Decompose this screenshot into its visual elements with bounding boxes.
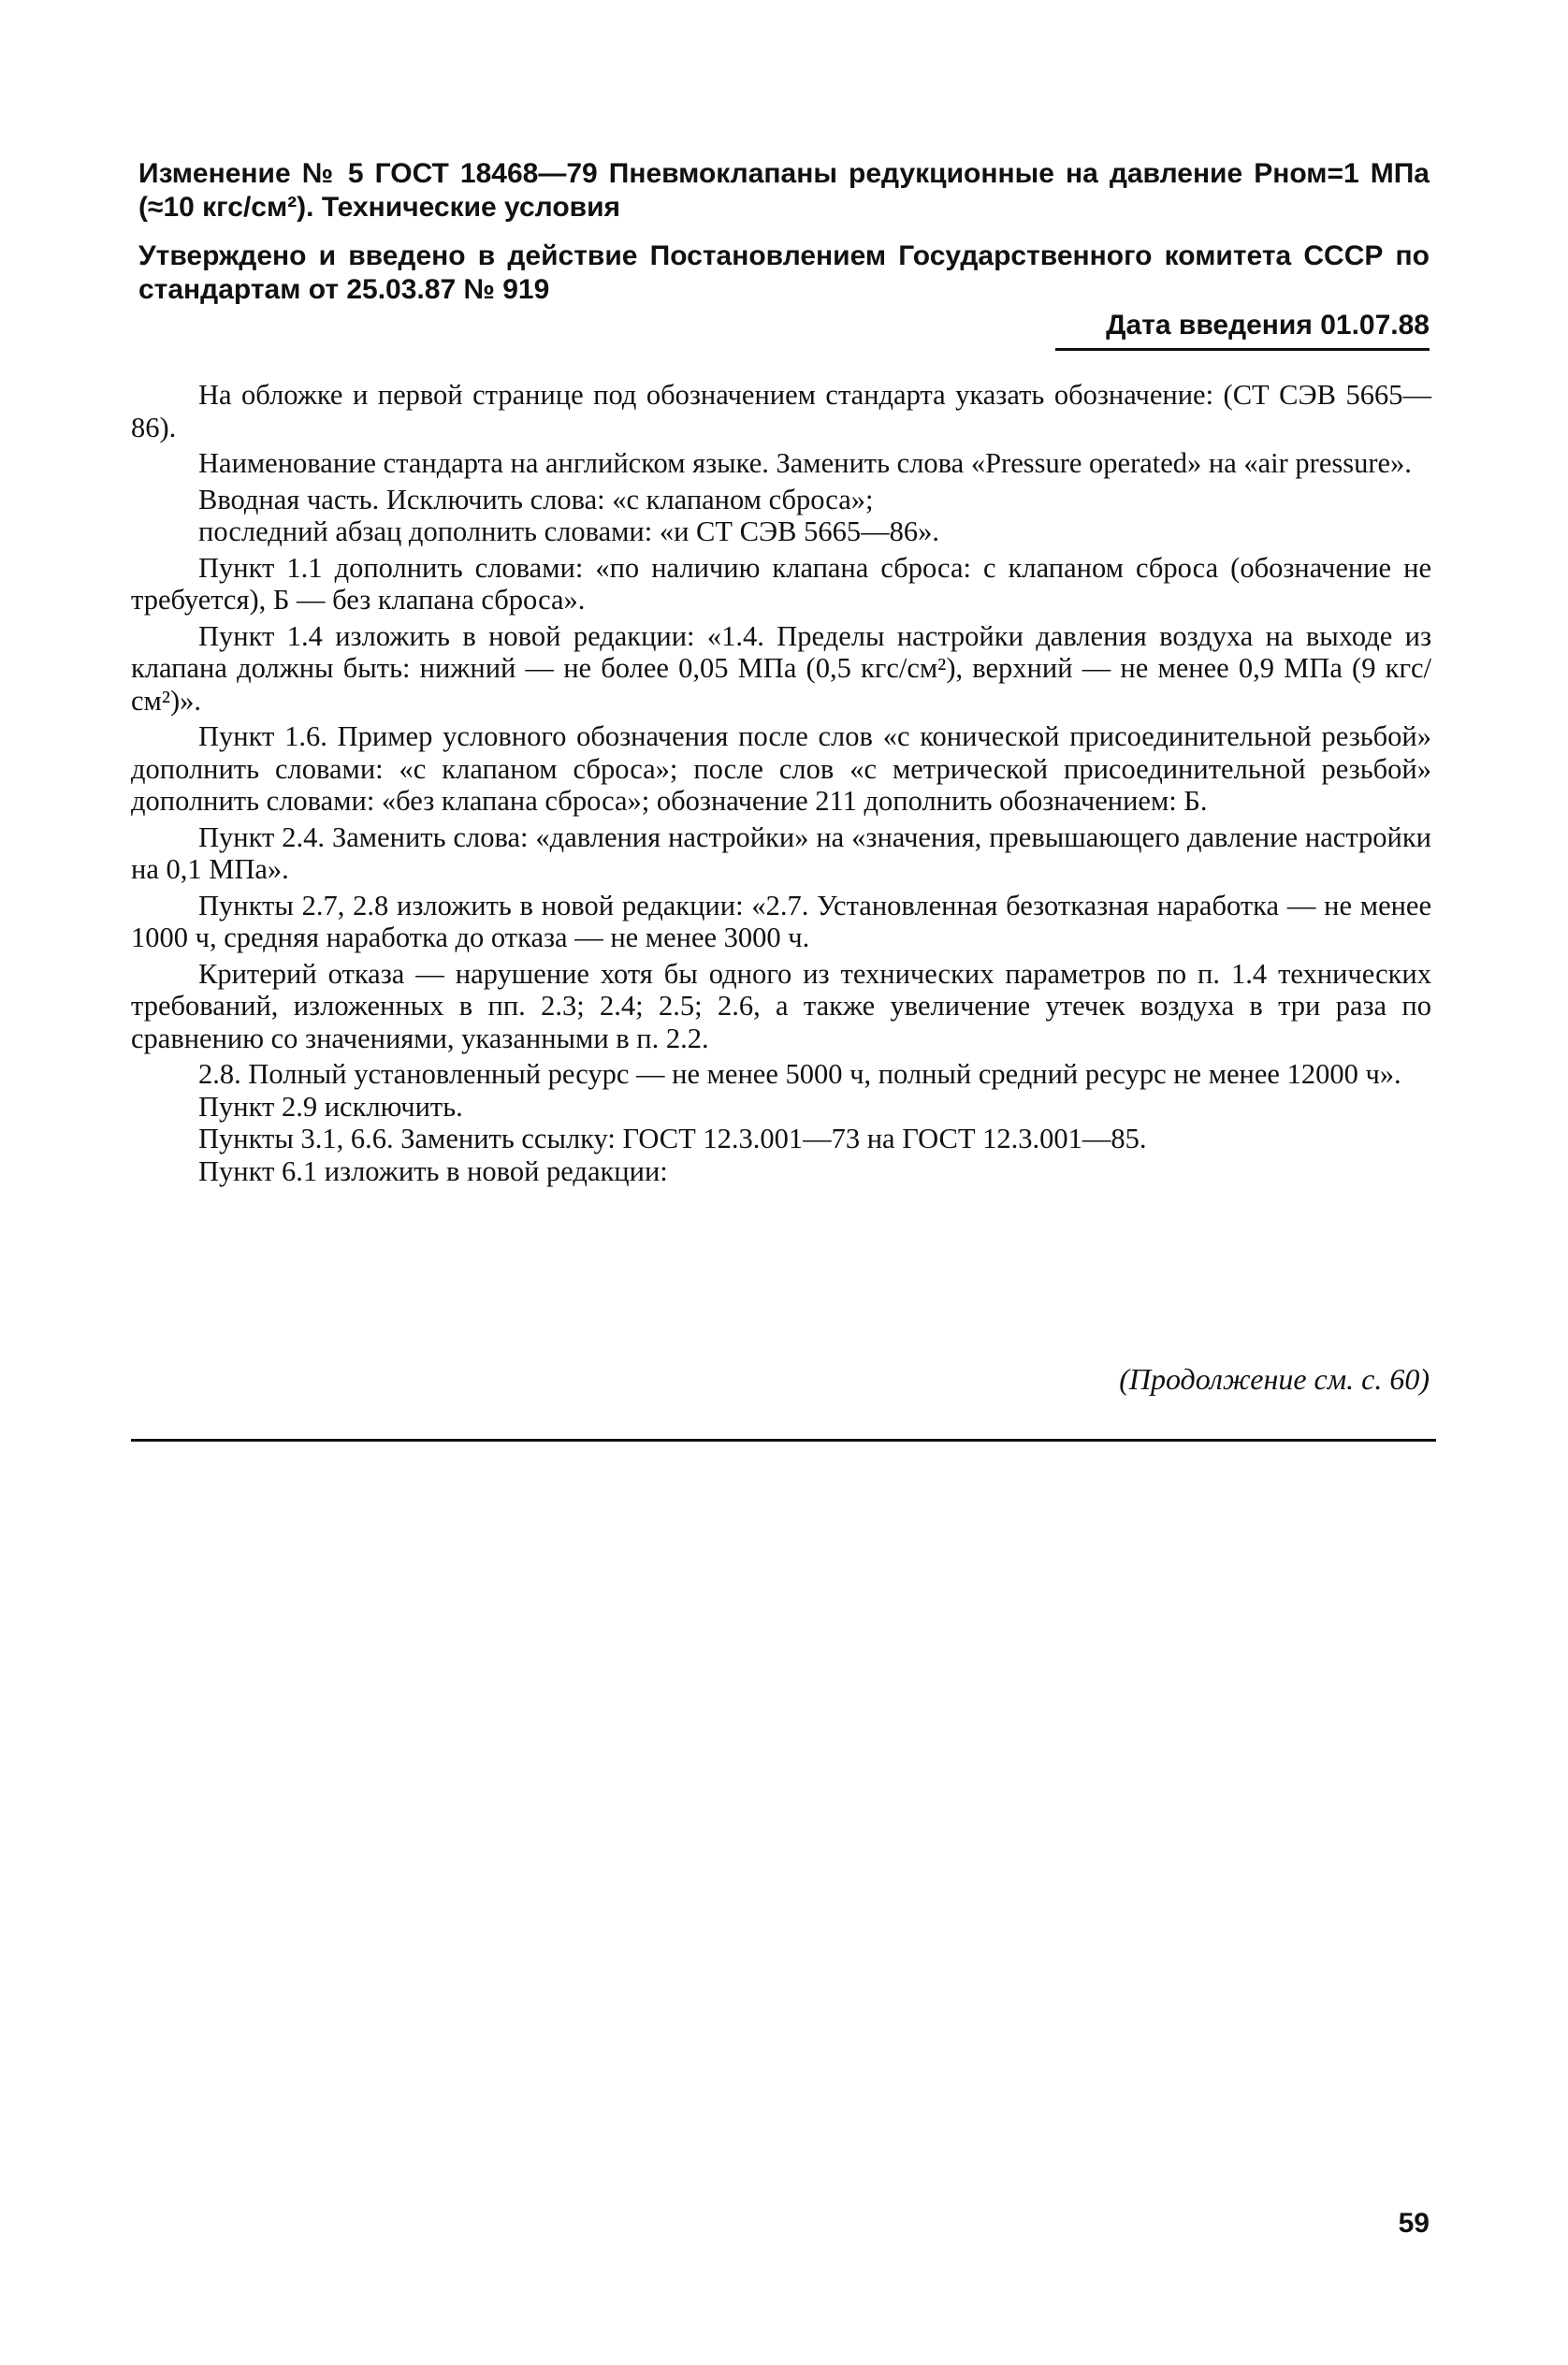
paragraph: Пункт 1.1 дополнить словами: «по наличию клапана сброса: с клапаном сброса (обозначение не требуется), Б — без клапана сброса». bbox=[131, 551, 1431, 616]
intro-date-underline bbox=[1055, 348, 1430, 351]
bottom-divider bbox=[131, 1439, 1436, 1442]
paragraph: На обложке и первой странице под обозначением стандарта указать обозначение: (СТ СЭВ 5665—86). bbox=[131, 379, 1431, 443]
paragraph: Пункт 1.6. Пример условного обозначения после слов «с конической присоединительной резьбой» дополнить словами: «с клапаном сброса»; после слов «с метрической присоединительной резьбой» дополнить словами: «без клапана сброса»; обозначение 211 дополнить обозначением: Б. bbox=[131, 720, 1431, 817]
document-title: Изменение № 5 ГОСТ 18468—79 Пневмоклапаны редукционные на давление Pном=1 МПа (≈10 кгс/см²). Технические условия bbox=[138, 158, 1430, 223]
page-number: 59 bbox=[1398, 2208, 1430, 2239]
document-body bbox=[131, 379, 1431, 1187]
paragraph: Пункт 1.4 изложить в новой редакции: «1.4. Пределы настройки давления воздуха на выходе из клапана должны быть: нижний — не более 0,05 МПа (0,5 кгс/см²), верхний — не менее 0,9 МПа (9 кгс/см²)». bbox=[131, 619, 1431, 717]
paragraph: 2.8. Полный установленный ресурс — не менее 5000 ч, полный средний ресурс не менее 12000 ч». bbox=[198, 1058, 1401, 1090]
paragraph: Вводная часть. Исключить слова: «с клапаном сброса»; bbox=[198, 483, 874, 515]
paragraph: Пункт 2.4. Заменить слова: «давления настройки» на «значения, превышающего давление настройки на 0,1 МПа». bbox=[131, 820, 1431, 885]
paragraph: Пункты 3.1, 6.6. Заменить ссылку: ГОСТ 12.3.001—73 на ГОСТ 12.3.001—85. bbox=[198, 1123, 1147, 1154]
paragraph: последний абзац дополнить словами: «и СТ СЭВ 5665—86». bbox=[198, 515, 939, 547]
continuation-note: (Продолжение см. с. 60) bbox=[1119, 1362, 1430, 1396]
paragraph: Критерий отказа — нарушение хотя бы одного из технических параметров по п. 1.4 технических требований, изложенных в пп. 2.3; 2.4; 2.5; 2.6, а также увеличение утечек воздуха в три раза по сравнению со значениями, указанными в п. 2.2. bbox=[131, 957, 1431, 1054]
paragraph: Пункт 2.9 исключить. bbox=[198, 1090, 463, 1123]
approval-note: Утверждено и введено в действие Постановлением Государственного комитета СССР по стандартам от 25.03.87 № 919 bbox=[138, 240, 1430, 305]
paragraph: Пункт 6.1 изложить в новой редакции: bbox=[198, 1154, 668, 1187]
paragraph: Пункты 2.7, 2.8 изложить в новой редакции: «2.7. Установленная безотказная наработка — не менее 1000 ч, средняя наработка до отказа — не менее 3000 ч. bbox=[131, 889, 1431, 953]
paragraph: Наименование стандарта на английском языке. Заменить слова «Pressure operated» на «air pressure». bbox=[198, 447, 1412, 479]
intro-date: Дата введения 01.07.88 bbox=[1106, 310, 1430, 341]
